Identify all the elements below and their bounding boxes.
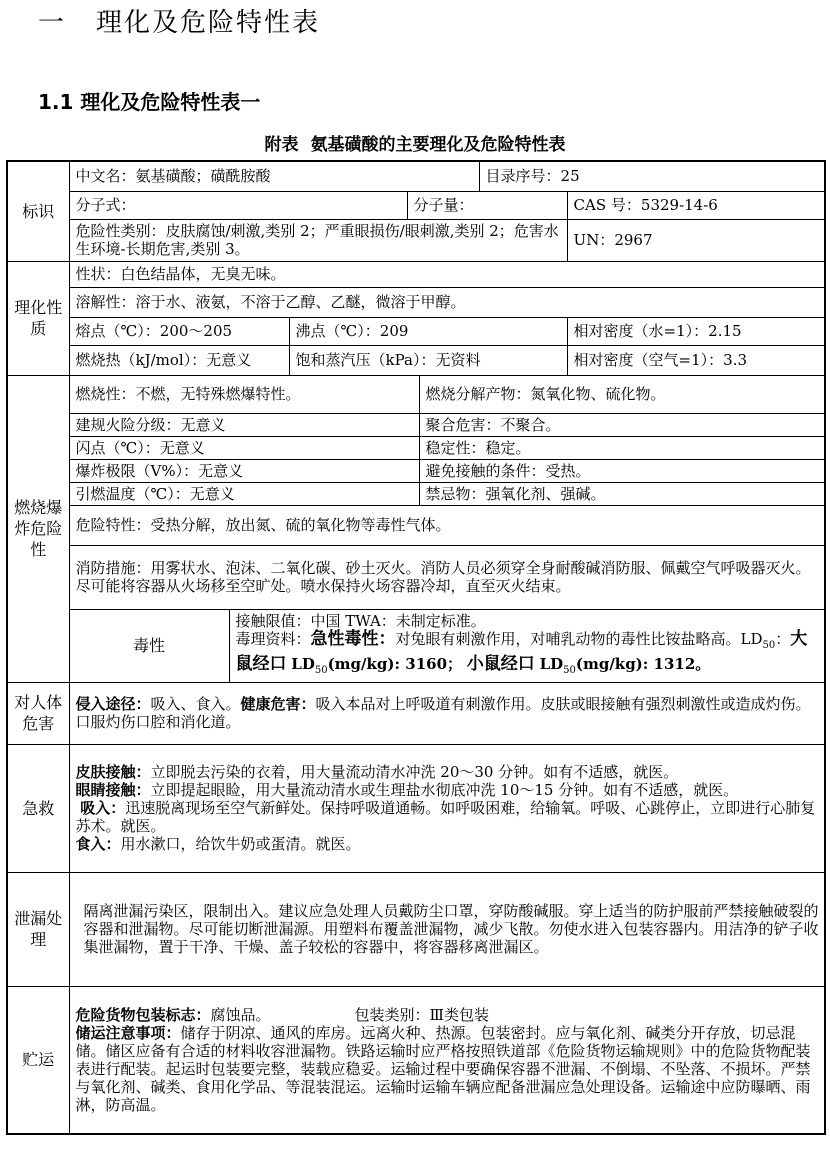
heading-text: 理化及危险特性表 <box>96 8 321 38</box>
vapor-pressure: 饱和蒸汽压（kPa）：无资料 <box>289 345 567 375</box>
fire-hazard: 危险特性：受热分解，放出氮、硫的氧化物等毒性气体。 <box>69 505 825 545</box>
section-health: 对人体危害 <box>7 682 69 744</box>
package-mark-label: 危险货物包装标志： <box>75 1005 211 1024</box>
section-physical: 理化性质 <box>7 261 69 375</box>
package-mark-text: 腐蚀品。 <box>210 1005 271 1024</box>
storage-notes <box>76 1024 819 1114</box>
cn-name: 中文名：氨基磺酸；磺酰胺酸 <box>69 161 479 191</box>
rat-ld-prefix: LD <box>291 654 315 673</box>
eye-contact <box>76 781 819 799</box>
ld-prefix: LD <box>740 629 763 648</box>
mouse-ld-value: (mg/kg): 1312。 <box>575 654 711 673</box>
acute-toxicity-text: 对兔眼有刺激作用，对哺乳动物的毒性比铵盐略高。 <box>395 629 741 648</box>
stability: 稳定性：稳定。 <box>419 436 825 459</box>
mouse-oral-label: 小鼠经口 <box>466 653 535 674</box>
flammability: 燃烧性：不燃，无特殊燃爆特性。 <box>69 375 419 413</box>
route-label: 侵入途径： <box>75 695 151 713</box>
rat-ld-value: (mg/kg): 3160； <box>327 654 462 673</box>
table-caption <box>0 130 830 155</box>
cas-number: CAS 号：5329-14-6 <box>567 191 825 219</box>
caption-prefix: 附表 <box>264 135 299 155</box>
section-toxicity: 毒性 <box>69 609 229 682</box>
inhale-text: 迅速脱离现场至空气新鲜处。保持呼吸道通畅。如呼吸困难，给输氧。呼吸、心跳停止，立即进行心肺复苏术。就医。 <box>75 799 816 835</box>
flash-point: 闪点（℃）：无意义 <box>69 436 419 459</box>
toxicology-data <box>236 630 819 680</box>
storage-notes-label: 储运注意事项： <box>75 1023 181 1042</box>
catalog-number: 目录序号：25 <box>479 161 825 191</box>
toxicology-label: 毒理资料： <box>235 629 311 648</box>
molecular-formula: 分子式： <box>69 191 407 219</box>
section-leak: 泄漏处理 <box>7 872 69 986</box>
polymerization-hazard: 聚合危害：不聚合。 <box>419 413 825 436</box>
relative-density-water: 相对密度（水=1）：2.15 <box>567 317 825 345</box>
ingest-text: 用水漱口，给饮牛奶或蛋清。就医。 <box>120 835 361 853</box>
skin-text: 立即脱去污染的衣着，用大量流动清水冲洗 20～30 分钟。如有不适感，就医。 <box>150 763 679 781</box>
ingest-label: 食入： <box>75 835 121 853</box>
exposure-limit: 接触限值：中国 TWA：未制定标准。 <box>235 611 486 630</box>
incompatible-materials: 禁忌物：强氧化剂、强碱。 <box>419 482 825 505</box>
rat-oral-label: 大鼠经口 <box>235 628 808 674</box>
package-mark <box>76 1006 819 1024</box>
document-heading <box>38 2 320 39</box>
eye-text: 立即提起眼睑，用大量流动清水或生理盐水彻底冲洗 10～15 分钟。如有不适感，就医。 <box>150 781 739 799</box>
decomposition-products: 燃烧分解产物：氮氧化物、硫化物。 <box>419 375 825 413</box>
acute-toxicity-label: 急性毒性： <box>310 628 396 649</box>
storage-info <box>69 986 825 1134</box>
skin-label: 皮肤接触： <box>75 763 151 781</box>
section-fire: 燃烧爆炸危险性 <box>7 375 69 682</box>
relative-density-air: 相对密度（空气=1）：3.3 <box>567 345 825 375</box>
route-text: 吸入、食入。 <box>150 695 241 713</box>
mouse-ld-prefix: LD <box>539 654 564 673</box>
section-storage: 贮运 <box>7 986 69 1134</box>
hazard-table <box>6 160 826 1135</box>
section-first-aid: 急救 <box>7 744 69 872</box>
avoid-conditions: 避免接触的条件：受热。 <box>419 459 825 482</box>
storage-notes-text: 储存于阴凉、通风的库房。远离火种、热源。包装密封。应与氧化剂、碱类分开存放，切忌混储。储区应备有合适的材料收容泄漏物。铁路运输时应严格按照铁道部《危险货物运输规则》中的危险货物配装表进行配装。起运时包装要完整，装载应稳妥。运输过程中要确保容器不泄漏、不倒塌、不坠落、不损坏。严禁与氧化剂、碱类、食用化学品、等混装混运。运输时运输车辆应配备泄漏应急处理设备。运输途中应防曝晒、雨淋，防高温。 <box>75 1023 811 1114</box>
toxicity-info <box>229 609 825 682</box>
health-harm-text: 吸入本品对上呼吸道有刺激作用。皮肤或眼接触有强烈刺激性或造成灼伤。口服灼伤口腔和消化道。 <box>75 695 811 731</box>
explosive-limit: 爆炸极限（V%）：无意义 <box>69 459 419 482</box>
health-info <box>69 682 825 744</box>
melting-point: 熔点（℃）：200～205 <box>69 317 289 345</box>
package-class: 包装类别：Ⅲ类包装 <box>354 1005 489 1024</box>
mouse-ld-subscript: 50 <box>563 664 576 676</box>
health-harm-label: 健康危害： <box>240 695 316 713</box>
firefighting-measures: 消防措施：用雾状水、泡沫、二氧化碳、砂土灭火。消防人员必须穿全身耐酸碱消防服、佩戴空气呼吸器灭火。尽可能将容器从火场移至空旷处。喷水保持火场容器冷却，直至灭火结束。 <box>69 545 825 609</box>
un-number: UN：2967 <box>567 219 825 261</box>
skin-contact <box>76 763 819 781</box>
leak-text: 隔离泄漏污染区，限制出入。建议应急处理人员戴防尘口罩，穿防酸碱服。穿上适当的防护服前严禁接触破裂的容器和泄漏物。尽可能切断泄漏源。用塑料布覆盖泄漏物，减少飞散。勿使水进入包装容器内。用洁净的铲子收集泄漏物，置于干净、干燥、盖子较松的容器中，将容器移离泄漏区。 <box>69 872 825 986</box>
inhalation <box>76 799 819 835</box>
hazard-category: 危险性类别：皮肤腐蚀/刺激,类别 2；严重眼损伤/眼刺激,类别 2；危害水生环境-长期危害,类别 3。 <box>69 219 567 261</box>
combustion-heat: 燃烧热（kJ/mol）：无意义 <box>69 345 289 375</box>
ld-subscript: 50 <box>762 639 776 651</box>
boiling-point: 沸点（℃）：209 <box>289 317 567 345</box>
ignition-temperature: 引燃温度（℃）：无意义 <box>69 482 419 505</box>
eye-label: 眼睛接触： <box>75 781 151 799</box>
molecular-weight: 分子量： <box>407 191 567 219</box>
section-identity: 标识 <box>7 161 69 261</box>
inhale-label: 吸入： <box>80 799 126 817</box>
heading-number: 一 <box>38 8 67 38</box>
caption-title: 氨基磺酸的主要理化及危险特性表 <box>310 135 566 155</box>
rat-ld-subscript: 50 <box>314 664 328 676</box>
ld-colon: ： <box>775 629 791 648</box>
first-aid-info <box>69 744 825 872</box>
ingestion <box>76 835 819 853</box>
fire-class: 建规火险分级：无意义 <box>69 413 419 436</box>
solubility: 溶解性：溶于水、液氨，不溶于乙醇、乙醚，微溶于甲醇。 <box>69 287 825 317</box>
section-subheading: 1.1 理化及危险特性表一 <box>38 90 261 114</box>
appearance: 性状：白色结晶体，无臭无味。 <box>69 261 825 287</box>
